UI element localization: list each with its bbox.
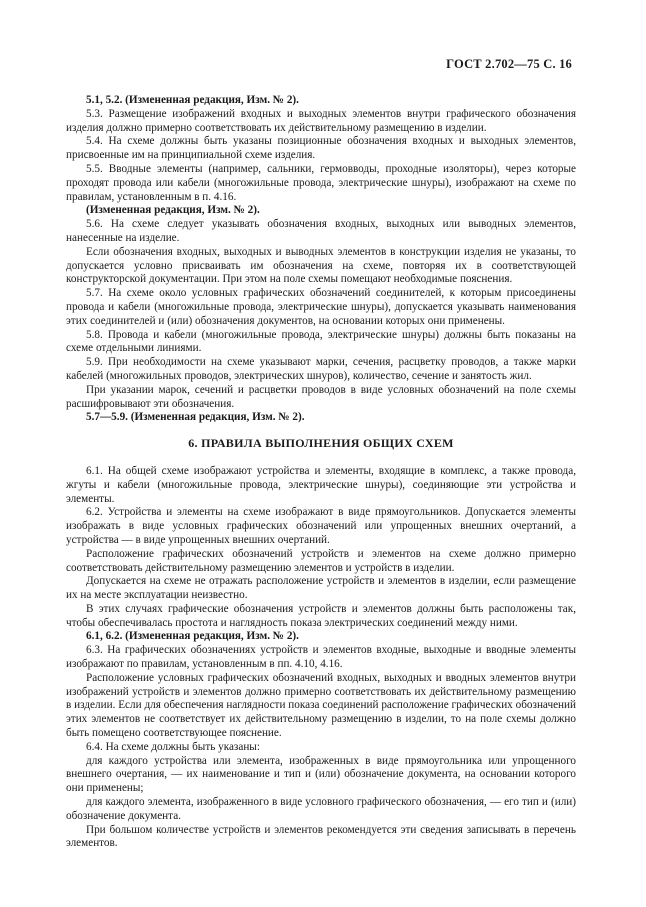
paragraph-p9: 5.8. Провода и кабели (многожильные провода, электрические шнуры) должны быть показаны на схеме отдельными линиями.: [66, 328, 576, 355]
paragraph-p4: 5.5. Вводные элементы (например, сальники, гермовводы, проходные изоляторы), через которые проходят провода или кабели (многожильные провода, электрические шнуры), изображают на схеме по правилам, установленным в п. 4.16.: [66, 162, 576, 203]
section-6-text: [66, 465, 576, 851]
paragraph-q11: для каждого элемента, изображенного в виде условного графического обозначения, — его тип и (или) обозначение документа.: [66, 796, 576, 822]
section-6-title: 6. ПРАВИЛА ВЫПОЛНЕНИЯ ОБЩИХ СХЕМ: [188, 436, 454, 451]
paragraph-p1: 5.1, 5.2. (Измененная редакция, Изм. № 2).: [86, 94, 299, 106]
paragraph-q10: для каждого устройства или элемента, изображенных в виде прямоугольника или упрощенного внешнего очертания, — их наименование и тип и (или) обозначение документа, на основании которого они применены;: [66, 754, 576, 795]
paragraph-q12: При большом количестве устройств и элементов рекомендуется эти сведения записывать в перечень элементов.: [66, 823, 576, 850]
paragraph-q7: 6.3. На графических обозначениях устройств и элементов входные, выходные и вводные элементы изображают по правилам, установленным в пп. 4.10, 4.16.: [66, 644, 576, 671]
paragraph-q6: 6.1, 6.2. (Измененная редакция, Изм. № 2).: [86, 630, 299, 643]
paragraph-q9: 6.4. На схеме должны быть указаны:: [86, 740, 260, 753]
paragraph-q1: 6.1. На общей схеме изображают устройства и элементы, входящие в комплекс, а также провода, жгуты и кабели (многожильные провода, электрические шнуры), соединяющие эти устройства и элементы.: [66, 464, 576, 505]
paragraph-p6: 5.6. На схеме следует указывать обозначения входных, выходных или выводных элементов, нанесенные на изделие.: [66, 218, 576, 244]
section-5-text: [66, 94, 576, 425]
paragraph-q5: В этих случаях графические обозначения устройств и элементов должны быть расположены так, чтобы обеспечивалась простота и наглядность показа электрических соединений между ними.: [66, 602, 576, 629]
paragraph-p11: При указании марок, сечений и расцветки проводов в виде условных обозначений на поле схемы расшифровывают эти обозначения.: [66, 383, 576, 410]
paragraph-q3: Расположение графических обозначений устройств и элементов на схеме должно примерно соответствовать действительному размещению элементов и устройств в изделии.: [66, 547, 576, 574]
paragraph-p12: 5.7—5.9. (Измененная редакция, Изм. № 2).: [86, 411, 305, 424]
paragraph-q8: Расположение условных графических обозначений входных, выходных и вводных элементов внутри изображений устройств и элементов должно примерно соответствовать их действительному размещению в изделии. Если для обеспечения наглядности показа соединений расположение графических обозначений этих элементов не соответствует их действительному размещению в изделии, то на поле схемы должно быть помещено соответствующее пояснение.: [66, 671, 576, 740]
paragraph-p8: 5.7. На схеме около условных графических обозначений соединителей, к которым присоединены провода и кабели (многожильные провода, электрические шнуры), допускается указывать наименования этих соединителей и (или) обозначения документов, на основании которых они применены.: [66, 287, 576, 327]
paragraph-p3: 5.4. На схеме должны быть указаны позиционные обозначения входных и выходных элементов, присвоенные им на принципиальной схеме изделия.: [66, 135, 576, 162]
paragraph-p2: 5.3. Размещение изображений входных и выходных элементов внутри графического обозначения изделия должно примерно соответствовать их действительному размещению в изделии.: [66, 107, 576, 134]
paragraph-q4: Допускается на схеме не отражать расположение устройств и элементов в изделии, если размещение их на месте эксплуатации неизвестно.: [66, 575, 576, 602]
paragraph-p10: 5.9. При необходимости на схеме указывают марки, сечения, расцветку проводов, а также марки кабелей (многожильных проводов, электрических шнуров), количество, сечение и занятость жил.: [66, 356, 576, 382]
paragraph-p5: (Измененная редакция, Изм. № 2).: [86, 204, 260, 217]
paragraph-p7: Если обозначения входных, выходных и выводных элементов в конструкции изделия не указаны, то допускается условно присваивать им обозначения на схеме, повторяя их в соответствующей конструкторской документации. При этом на поле схемы помещают необходимые пояснения.: [66, 245, 576, 286]
page-header: ГОСТ 2.702—75 С. 16: [446, 57, 572, 71]
document-body: [66, 94, 576, 851]
paragraph-q2: 6.2. Устройства и элементы на схеме изображают в виде прямоугольников. Допускается элементы изображать в виде условных графических обозначений или упрощенных внешних очертаний, а устройства — в виде упрощенных внешних очертаний.: [66, 506, 576, 546]
